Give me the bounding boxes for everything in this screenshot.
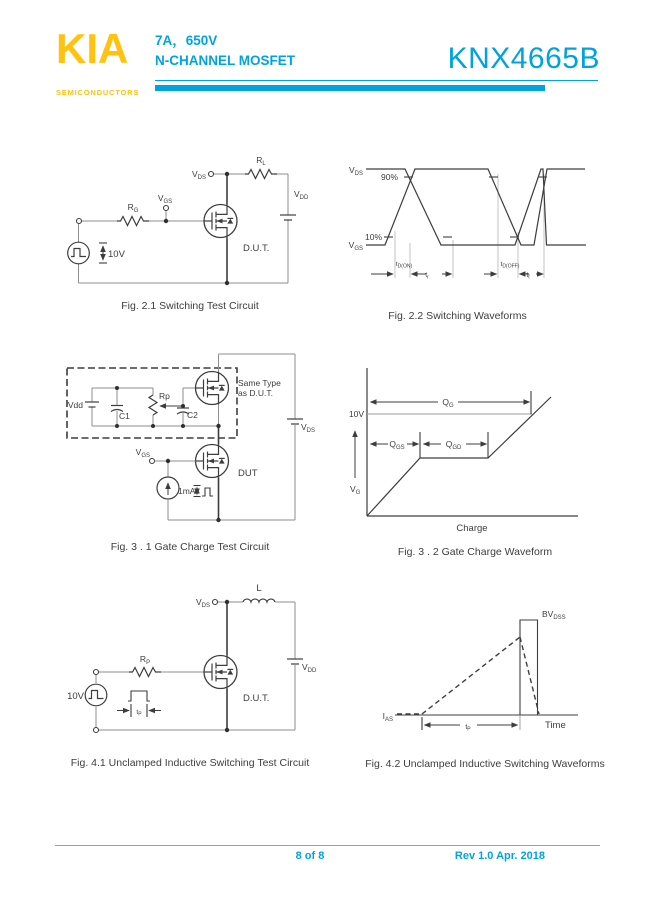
- header-rule-thick: [155, 85, 545, 91]
- fig-4-2-unclamped-inductive-switching-waveforms-diagram: [340, 592, 630, 747]
- td-on-label: $t_{D(ON)}$: [395, 261, 413, 270]
- fig-4-1-caption: Fig. 4.1 Unclamped Inductive Switching Test Circuit: [70, 757, 310, 769]
- fig-2-1-switching-test-circuit-diagram: [55, 145, 325, 295]
- x-axis-label: Charge: [456, 523, 488, 534]
- tr-label: $t_r$: [425, 272, 429, 281]
- c1-label: C1: [119, 411, 130, 421]
- vds-label: $V_{DS}$: [191, 169, 206, 181]
- fig-4-2-caption: Fig. 4.2 Unclamped Inductive Switching Waveforms: [365, 758, 605, 770]
- bvdss-label: $BV_{DSS}$: [542, 609, 566, 621]
- vgs-terminal: [164, 206, 169, 211]
- pulse-glyph: [202, 488, 213, 496]
- vgs-label: $V_{GS}$: [348, 240, 363, 252]
- header-rule-thin: [155, 80, 598, 81]
- mosfet-dut-symbol: [196, 445, 229, 478]
- qgs-label: $Q_{GS}$: [389, 439, 405, 451]
- vdd-label: $V_{DD}$: [294, 189, 309, 201]
- pulse-glyph: [128, 691, 150, 701]
- tp-label: $t_P$: [136, 709, 142, 718]
- vds-terminal: [209, 172, 214, 177]
- rp-label: Rp: [159, 391, 170, 401]
- part-number: KNX4665B: [447, 42, 600, 75]
- vdd-label: Vdd: [67, 400, 83, 410]
- dut-label: D.U.T.: [243, 243, 270, 254]
- pulse-generator-icon: [85, 684, 107, 706]
- bvdss-pulse: [520, 620, 538, 715]
- rp-label: $R_P$: [139, 654, 151, 666]
- revision-label: Rev 1.0 Apr. 2018: [454, 850, 545, 862]
- rl-label: $R_L$: [256, 155, 266, 167]
- tf-label: $t_f$: [526, 272, 530, 281]
- potentiometer-rp-icon: [149, 395, 157, 415]
- vgs-terminal: [150, 459, 155, 464]
- vds-label: $V_{DS}$: [348, 165, 363, 177]
- mosfet-dut-symbol: [204, 656, 237, 689]
- time-axis-label: Time: [545, 720, 566, 731]
- footer-rule: [55, 845, 600, 846]
- dut-label: DUT: [238, 468, 258, 479]
- input-terminal: [77, 219, 82, 224]
- resistor-rl-icon: [245, 170, 277, 179]
- vdd-label: $V_{DD}$: [302, 662, 317, 674]
- fig-3-2-gate-charge-waveform-diagram: [340, 358, 610, 543]
- vds-label: $V_{DS}$: [195, 597, 210, 609]
- rg-label: $R_G$: [127, 202, 139, 214]
- vds-terminal: [213, 600, 218, 605]
- vds-label: $V_{DS}$: [301, 422, 316, 434]
- mosfet-same-type-symbol: [196, 372, 229, 405]
- level-10v-label: 10V: [348, 409, 364, 419]
- level-90-label: 90%: [380, 172, 398, 182]
- inductor-label: L: [256, 583, 262, 594]
- ias-label: $I_{AS}$: [382, 711, 393, 723]
- c2-label: C2: [187, 410, 198, 420]
- inductor-icon: [243, 599, 275, 602]
- pulse-amplitude-label: 10V: [67, 691, 84, 702]
- level-10-label: 10%: [364, 232, 382, 242]
- gate-charge-curve: [367, 397, 551, 516]
- fig-3-2-caption: Fig. 3 . 2 Gate Charge Waveform: [397, 546, 553, 558]
- resistor-rp-icon: [129, 668, 161, 677]
- same-type-label-line2: as D.U.T.: [238, 388, 273, 398]
- fig-2-2-switching-waveforms-diagram: [338, 148, 613, 288]
- td-off-label: $t_{D(OFF)}$: [500, 261, 520, 270]
- dut-label: D.U.T.: [243, 693, 270, 704]
- current-label: 1mA: [178, 486, 196, 496]
- fig-2-1-caption: Fig. 2.1 Switching Test Circuit: [121, 300, 259, 312]
- qgd-label: $Q_{GD}$: [445, 439, 462, 451]
- return-terminal: [94, 728, 99, 733]
- same-type-label-line1: Same Type: [238, 378, 281, 388]
- pulse-amplitude-label: 10V: [108, 249, 125, 260]
- fig-4-1-unclamped-inductive-switching-test-circuit-diagram: [55, 580, 325, 755]
- vgs-label: $V_{GS}$: [135, 447, 150, 459]
- fig-3-1-caption: Fig. 3 . 1 Gate Charge Test Circuit: [110, 541, 270, 553]
- device-rating: [155, 31, 295, 71]
- rating-line: 7A，650V: [155, 33, 218, 48]
- kia-logo: KIA: [56, 25, 129, 72]
- kia-logo-subtitle: SEMICONDUCTORS: [56, 88, 140, 97]
- resistor-rg-icon: [117, 217, 149, 226]
- fig-3-1-gate-charge-test-circuit-diagram: [55, 348, 325, 543]
- fig-2-2-caption: Fig. 2.2 Switching Waveforms: [388, 310, 527, 322]
- input-terminal: [94, 670, 99, 675]
- vg-axis-label: $V_G$: [350, 484, 361, 496]
- qg-label: $Q_G$: [442, 397, 454, 409]
- device-type: N-CHANNEL MOSFET: [155, 53, 295, 68]
- mosfet-dut-symbol: [204, 205, 237, 238]
- vgs-label: $V_{GS}$: [157, 193, 173, 205]
- page-number: 8 of 8: [295, 850, 325, 862]
- tp-label: $t_P$: [465, 724, 471, 733]
- pulse-generator-icon: [68, 242, 90, 264]
